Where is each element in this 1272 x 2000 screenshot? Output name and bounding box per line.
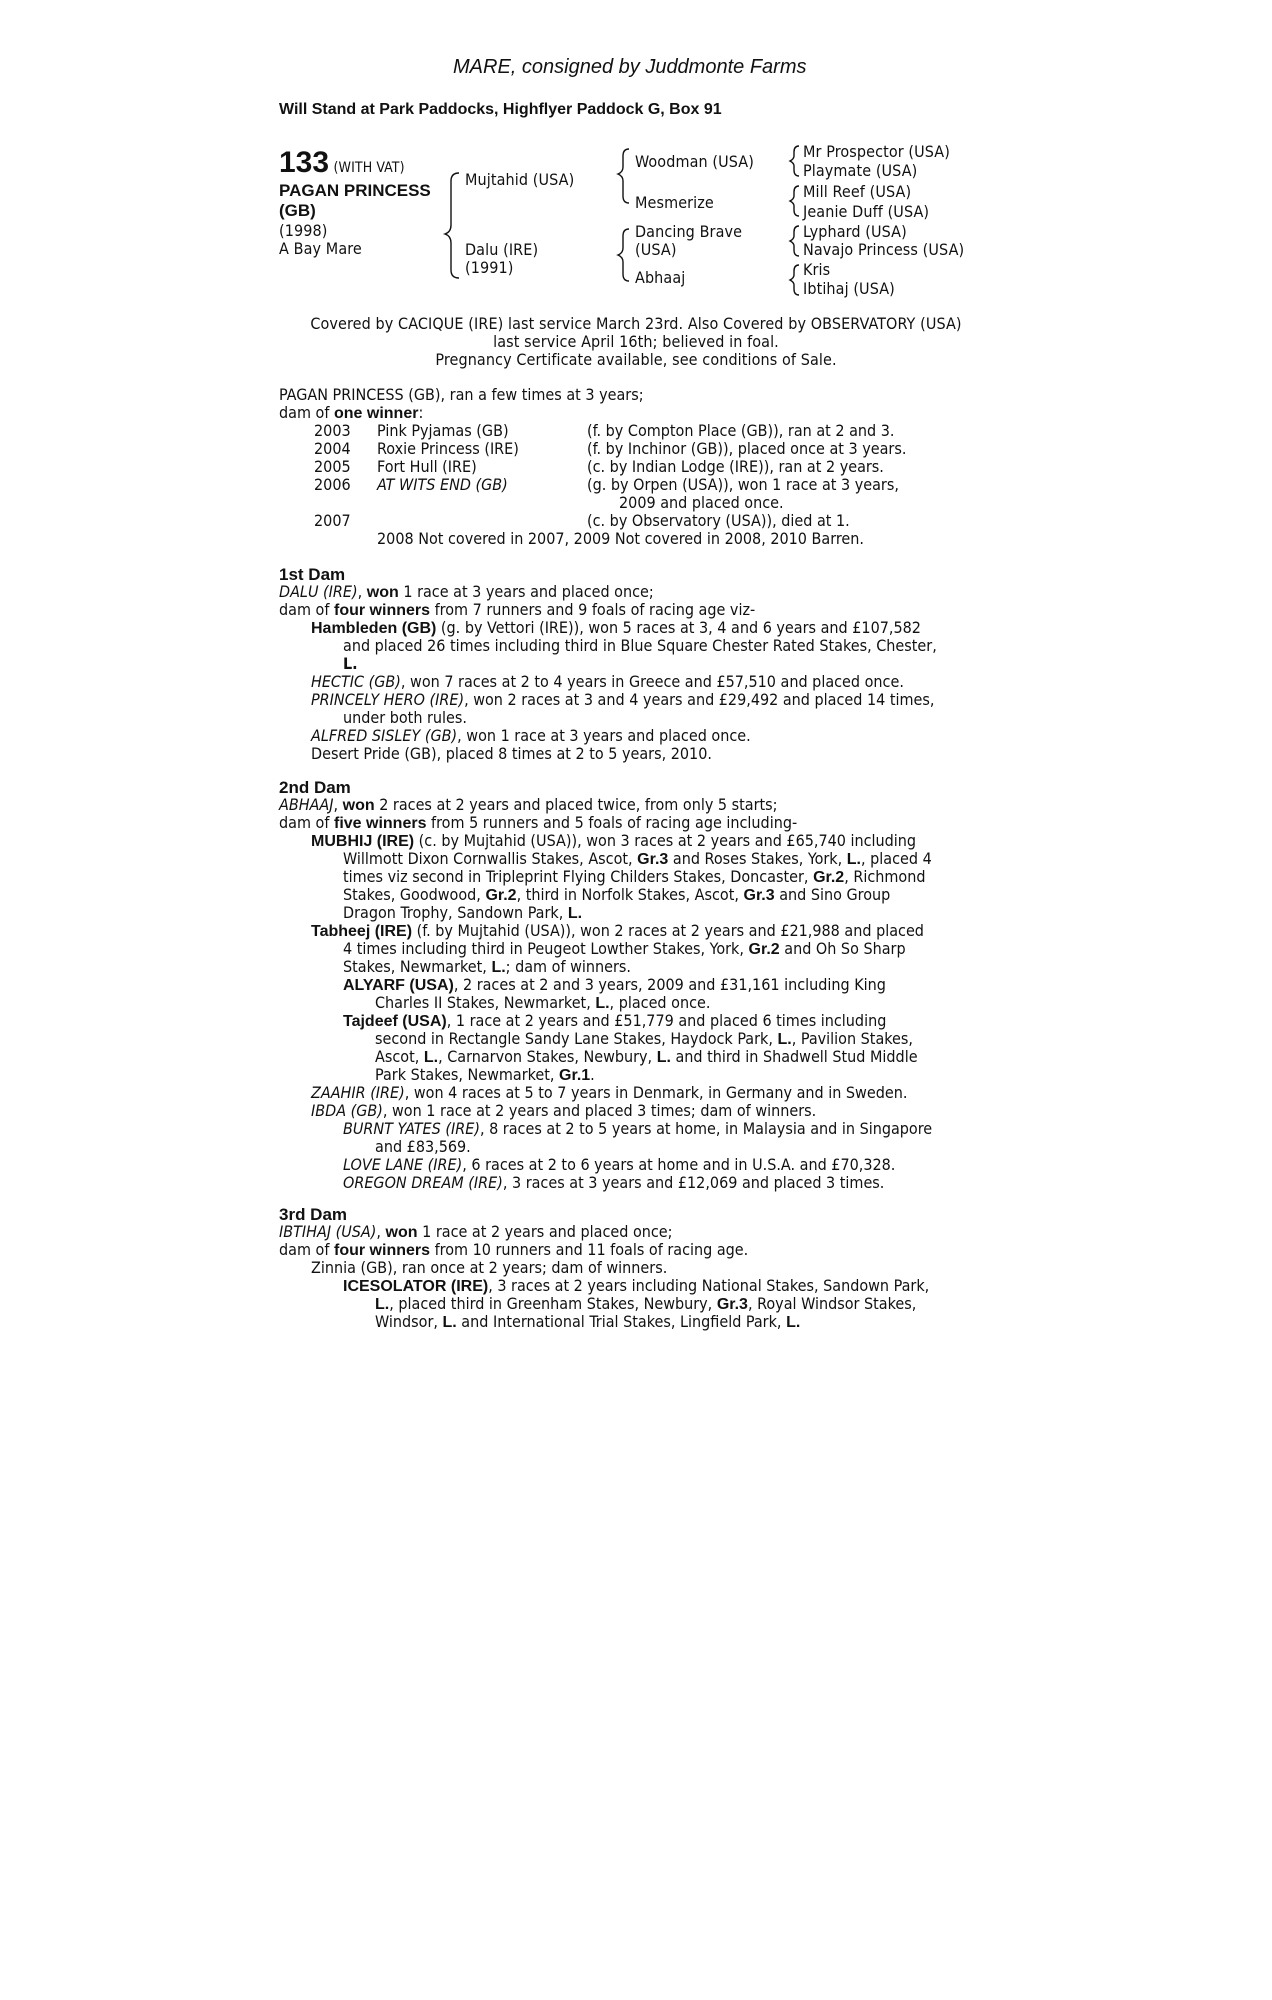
tajdeef-name: Tajdeef (USA) <box>343 1013 447 1030</box>
dam-name: IBTIHAJ (USA) <box>279 1222 377 1241</box>
pedigree-sdd: Jeanie Duff (USA) <box>803 202 930 221</box>
dam-record: 2 races at 2 years and placed twice, from only 5 starts; <box>374 795 778 814</box>
text: , Pavilion Stakes, <box>791 1029 913 1048</box>
text: Stakes, Newmarket, <box>343 957 492 976</box>
sep: , <box>357 582 367 601</box>
listed: L. <box>567 905 583 922</box>
hectic-record: , won 7 races at 2 to 4 years in Greece and £57,510 and placed once. <box>400 672 904 691</box>
runners-info: from 5 runners and 5 foals of racing age including- <box>426 813 798 832</box>
tajdeef-record: , 1 race at 2 years and £51,779 and placed 6 times including <box>446 1011 887 1030</box>
winners-count: five winners <box>334 815 427 832</box>
horse-country: (GB) <box>279 201 316 220</box>
produce-name: Pink Pyjamas (GB) <box>377 421 509 440</box>
sep: , <box>376 1222 386 1241</box>
won-label: won <box>342 797 375 814</box>
mubhij-name: MUBHIJ (IRE) <box>311 833 415 850</box>
listed: L. <box>423 1049 439 1066</box>
pedigree-ds-1: Dancing Brave <box>635 222 743 241</box>
listed: L. <box>786 1314 801 1331</box>
ss-brace <box>790 146 799 176</box>
sd-brace <box>790 186 799 216</box>
listed: L. <box>491 959 506 976</box>
ibda-record: , won 1 race at 2 years and placed 3 times; dam of winners. <box>382 1101 817 1120</box>
ds-brace <box>790 226 799 256</box>
hambleden-line-3: L. <box>343 654 358 673</box>
location-line: Will Stand at Park Paddocks, Highflyer Paddock G, Box 91 <box>279 101 722 118</box>
dam-name: ABHAAJ <box>279 795 334 814</box>
ibda-line <box>311 1102 816 1120</box>
text: Willmott Dixon Cornwallis Stakes, Ascot, <box>343 849 638 868</box>
winners-count: four winners <box>334 1242 431 1259</box>
love-record: , 6 races at 2 to 6 years at home and in U.S.A. and £70,328. <box>462 1155 896 1174</box>
alyarf-name: ALYARF (USA) <box>343 977 454 994</box>
grade: Gr.2 <box>748 941 780 958</box>
prefix: dam of <box>279 600 334 619</box>
pedigree-dam-year: (1991) <box>465 258 514 277</box>
text: ; dam of winners. <box>505 957 631 976</box>
text: and Roses Stakes, York, <box>668 849 847 868</box>
text: and third in Shadwell Stud Middle <box>670 1047 918 1066</box>
sire-dam-brace <box>445 173 459 278</box>
grade: Gr.2 <box>813 869 845 886</box>
hambleden-name: Hambleden (GB) <box>311 620 437 637</box>
produce-detail: (g. by Orpen (USA)), won 1 race at 3 years, <box>587 475 899 494</box>
winners-count: four winners <box>334 602 431 619</box>
covering-line-1: Covered by CACIQUE (IRE) last service March 23rd. Also Covered by OBSERVATORY (USA) <box>310 314 962 333</box>
tabheej-name: Tabheej (IRE) <box>311 923 413 940</box>
sep: , <box>333 795 343 814</box>
text: , Royal Windsor Stakes, <box>747 1294 917 1313</box>
text: Ascot, <box>375 1047 424 1066</box>
text: and International Trial Stakes, Lingfield Park, <box>456 1312 787 1331</box>
desert-line: Desert Pride (GB), placed 8 times at 2 to 5 years, 2010. <box>311 744 712 763</box>
third-dam-heading: 3rd Dam <box>279 1205 348 1224</box>
text: 4 times including third in Peugeot Lowther Stakes, York, <box>343 939 749 958</box>
pedigree-ssd: Playmate (USA) <box>803 161 918 180</box>
produce-detail-cont: 2009 and placed once. <box>619 493 784 512</box>
second-dam-heading: 2nd Dam <box>279 778 351 797</box>
listed: L. <box>656 1049 671 1066</box>
lot-number: 133 <box>279 146 330 179</box>
produce-name: Fort Hull (IRE) <box>377 457 477 476</box>
oregon-line <box>343 1174 884 1192</box>
produce-detail: (f. by Inchinor (GB)), placed once at 3 years. <box>587 439 907 458</box>
won-label: won <box>366 584 399 601</box>
princely-name: PRINCELY HERO (IRE) <box>311 690 465 709</box>
text: , placed 4 <box>861 849 932 868</box>
zinnia-line: Zinnia (GB), ran once at 2 years; dam of winners. <box>311 1258 668 1277</box>
grade: Gr.3 <box>637 851 669 868</box>
pedigree-dsd: Navajo Princess (USA) <box>803 240 965 259</box>
runners-info: from 10 runners and 11 foals of racing age. <box>430 1240 749 1259</box>
text: Windsor, <box>375 1312 443 1331</box>
pedigree-ss: Woodman (USA) <box>635 152 754 171</box>
lot-vat: (WITH VAT) <box>333 160 405 176</box>
horse-name: PAGAN PRINCESS <box>279 181 431 200</box>
pedigree-dds: Kris <box>803 260 831 279</box>
pedigree-dd: Abhaaj <box>635 268 686 287</box>
produce-year: 2006 <box>314 475 351 494</box>
runners-info: from 7 runners and 9 foals of racing age viz- <box>430 600 756 619</box>
first-dam-heading: 1st Dam <box>279 565 346 584</box>
dam-name: DALU (IRE) <box>279 582 358 601</box>
dam-record: 1 race at 2 years and placed once; <box>417 1222 673 1241</box>
love-line <box>343 1156 895 1174</box>
produce-year: 2007 <box>314 511 351 530</box>
text: Park Stakes, Newmarket, <box>375 1065 560 1084</box>
alyarf-record: , 2 races at 2 and 3 years, 2009 and £31,161 including King <box>453 975 886 994</box>
hectic-name: HECTIC (GB) <box>311 672 401 691</box>
pedigree-ds-2: (USA) <box>635 240 677 259</box>
text: , Carnarvon Stakes, Newbury, <box>438 1047 657 1066</box>
alfred-record: , won 1 race at 3 years and placed once. <box>457 726 751 745</box>
text: , placed once. <box>609 993 711 1012</box>
alfred-line <box>311 727 751 745</box>
prefix: dam of <box>279 813 334 832</box>
prefix: dam of <box>279 1240 334 1259</box>
produce-year: 2003 <box>314 421 351 440</box>
text: Charles II Stakes, Newmarket, <box>375 993 596 1012</box>
mubhij-record: (c. by Mujtahid (USA)), won 3 races at 2 years and £65,740 including <box>414 831 917 850</box>
covering-line-3: Pregnancy Certificate available, see conditions of Sale. <box>435 350 837 369</box>
grade: Gr.3 <box>716 1296 748 1313</box>
icesolator-name: ICESOLATOR (IRE) <box>343 1278 489 1295</box>
icesolator-line-3 <box>375 1313 800 1332</box>
pedigree-dss: Lyphard (USA) <box>803 222 907 241</box>
burnt-record: , 8 races at 2 to 5 years at home, in Malaysia and in Singapore <box>479 1119 933 1138</box>
pedigree-sd: Mesmerize <box>635 193 714 212</box>
listed: L. <box>375 1296 390 1313</box>
text: . <box>590 1065 595 1084</box>
pedigree-dam: Dalu (IRE) <box>465 240 539 259</box>
produce-detail: (f. by Compton Place (GB)), ran at 2 and 3. <box>587 421 895 440</box>
horse-description: A Bay Mare <box>279 239 362 258</box>
produce-detail: (c. by Observatory (USA)), died at 1. <box>587 511 850 530</box>
listed: L. <box>846 851 861 868</box>
oregon-record: , 3 races at 3 years and £12,069 and placed 3 times. <box>502 1173 885 1192</box>
burnt-line-2: and £83,569. <box>375 1137 471 1156</box>
tabheej-record: (f. by Mujtahid (USA)), won 2 races at 2 years and £21,988 and placed <box>412 921 924 940</box>
produce-intro-prefix: dam of <box>279 403 334 422</box>
princely-line-2: under both rules. <box>343 708 467 727</box>
listed: L. <box>442 1314 457 1331</box>
dd-brace <box>790 265 799 295</box>
text: , placed third in Greenham Stakes, Newbury, <box>389 1294 717 1313</box>
love-name: LOVE LANE (IRE) <box>343 1155 463 1174</box>
text: and Oh So Sharp <box>779 939 906 958</box>
produce-detail: (c. by Indian Lodge (IRE)), ran at 2 years. <box>587 457 884 476</box>
zaahir-name: ZAAHIR (IRE) <box>311 1083 405 1102</box>
oregon-name: OREGON DREAM (IRE) <box>343 1173 503 1192</box>
dam-brace <box>618 229 629 281</box>
pedigree-sire: Mujtahid (USA) <box>465 170 575 189</box>
hambleden-line-2: and placed 26 times including third in Blue Square Chester Rated Stakes, Chester, <box>343 636 937 655</box>
ibda-name: IBDA (GB) <box>311 1101 383 1120</box>
alfred-name: ALFRED SISLEY (GB) <box>311 726 458 745</box>
consignor-title: MARE, consigned by Juddmonte Farms <box>453 56 807 78</box>
dam-record: 1 race at 3 years and placed once; <box>398 582 654 601</box>
produce-note: 2008 Not covered in 2007, 2009 Not covered in 2008, 2010 Barren. <box>377 529 864 548</box>
text: and Sino Group <box>774 885 891 904</box>
pedigree-sss: Mr Prospector (USA) <box>803 142 950 161</box>
grade: Gr.1 <box>559 1067 591 1084</box>
listed: L. <box>777 1031 792 1048</box>
icesolator-record: , 3 races at 2 years including National Stakes, Sandown Park, <box>488 1276 930 1295</box>
hambleden-record: (g. by Vettori (IRE)), won 5 races at 3, 4 and 6 years and £107,582 <box>436 618 921 637</box>
produce-year: 2004 <box>314 439 351 458</box>
hectic-line <box>311 673 904 691</box>
text: Stakes, Goodwood, <box>343 885 486 904</box>
produce-name: Roxie Princess (IRE) <box>377 439 519 458</box>
burnt-line-1 <box>343 1120 932 1138</box>
produce-intro-bold: one winner <box>334 405 419 422</box>
won-label: won <box>385 1224 418 1241</box>
covering-line-2: last service April 16th; believed in foal. <box>493 332 779 351</box>
burnt-name: BURNT YATES (IRE) <box>343 1119 480 1138</box>
zaahir-record: , won 4 races at 5 to 7 years in Denmark, in Germany and in Sweden. <box>404 1083 908 1102</box>
grade: Gr.2 <box>485 887 517 904</box>
produce-name: AT WITS END (GB) <box>377 475 508 494</box>
sire-brace <box>618 149 629 203</box>
produce-intro-1: PAGAN PRINCESS (GB), ran a few times at 3 years; <box>279 385 644 404</box>
text: Dragon Trophy, Sandown Park, <box>343 903 568 922</box>
horse-year: (1998) <box>279 221 328 240</box>
text: times viz second in Tripleprint Flying Childers Stakes, Doncaster, <box>343 867 814 886</box>
princely-record: , won 2 races at 3 and 4 years and £29,492 and placed 14 times, <box>464 690 935 709</box>
text: , third in Norfolk Stakes, Ascot, <box>516 885 744 904</box>
produce-year: 2005 <box>314 457 351 476</box>
zaahir-line <box>311 1084 907 1102</box>
pedigree-sds: Mill Reef (USA) <box>803 182 912 201</box>
pedigree-ddd: Ibtihaj (USA) <box>803 279 895 298</box>
text: , Richmond <box>844 867 926 886</box>
produce-intro-suffix: : <box>418 403 424 422</box>
text: second in Rectangle Sandy Lane Stakes, Haydock Park, <box>375 1029 778 1048</box>
grade: Gr.3 <box>743 887 775 904</box>
listed: L. <box>595 995 610 1012</box>
princely-line-1 <box>311 691 934 709</box>
